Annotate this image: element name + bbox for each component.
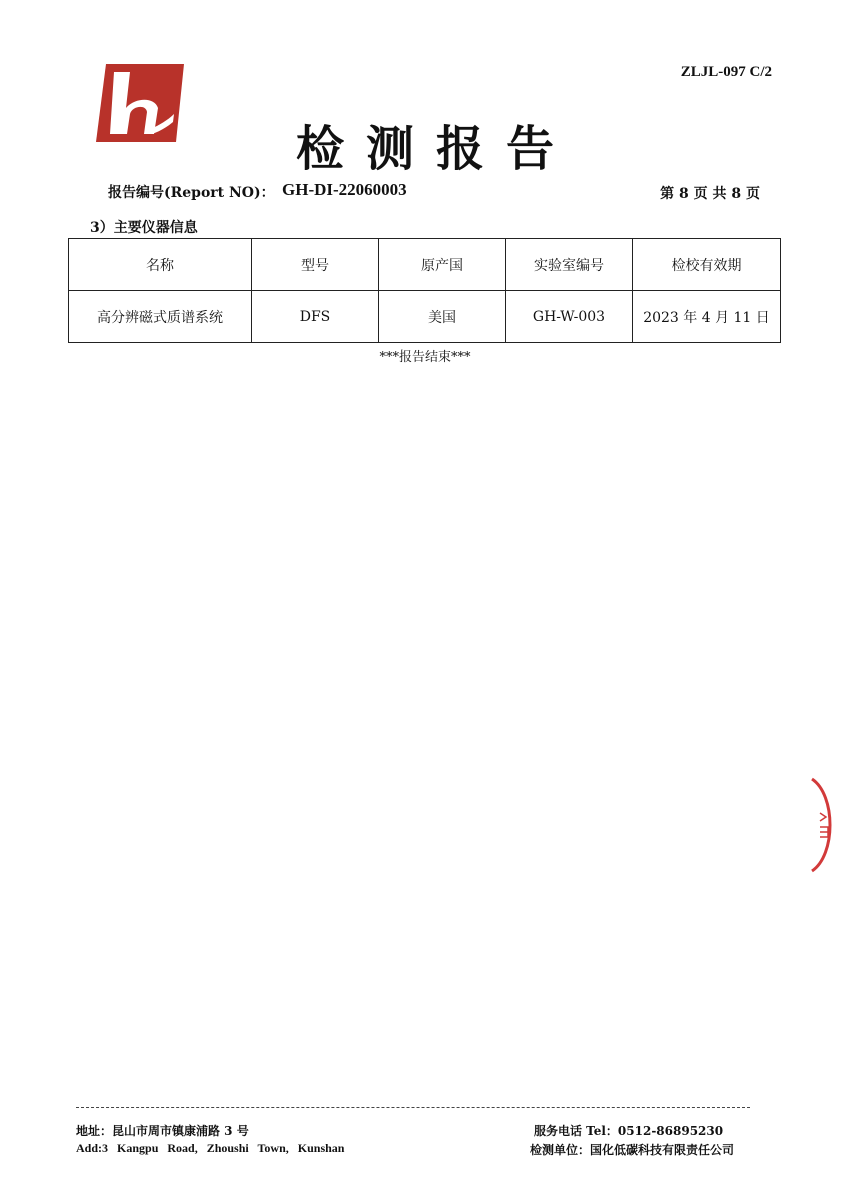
report-no-label: 报告编号(Report NO)： bbox=[108, 185, 275, 201]
footer-address-cn: 地址：昆山市周市镇康浦路 3 号 bbox=[76, 1124, 249, 1138]
page-count: 第 8 页 共 8 页 bbox=[660, 186, 760, 202]
cell-lab-id: GH-W-003 bbox=[506, 291, 633, 343]
header-origin: 原产国 bbox=[379, 239, 506, 291]
footer-unit: 检测单位：国化低碳科技有限责任公司 bbox=[530, 1143, 735, 1157]
footer-tel: 服务电话 Tel：0512-86895230 bbox=[534, 1124, 724, 1138]
cell-name: 高分辨磁式质谱系统 bbox=[69, 291, 252, 343]
cell-model: DFS bbox=[252, 291, 379, 343]
header-calibration-date: 检校有效期 bbox=[633, 239, 781, 291]
page-title: 检测报告 bbox=[295, 121, 576, 177]
cell-calibration-date: 2023 年 4 月 11 日 bbox=[633, 291, 781, 343]
table-row bbox=[69, 291, 781, 343]
form-code: ZLJL-097 C/2 bbox=[680, 64, 772, 80]
seal-stamp-edge bbox=[806, 775, 850, 875]
table-header-row bbox=[69, 239, 781, 291]
section-heading: 3）主要仪器信息 bbox=[90, 220, 198, 236]
header-model: 型号 bbox=[252, 239, 379, 291]
header-lab-id: 实验室编号 bbox=[506, 239, 633, 291]
cell-origin: 美国 bbox=[379, 291, 506, 343]
report-end-mark: ***报告结束*** bbox=[379, 350, 471, 365]
instrument-table bbox=[68, 238, 781, 343]
footer-address-en: Add:3 Kangpu Road, Zhoushi Town, Kunshan bbox=[76, 1141, 345, 1155]
report-no-value: GH-DI-22060003 bbox=[282, 180, 407, 199]
header-name: 名称 bbox=[69, 239, 252, 291]
footer-divider bbox=[76, 1107, 750, 1108]
